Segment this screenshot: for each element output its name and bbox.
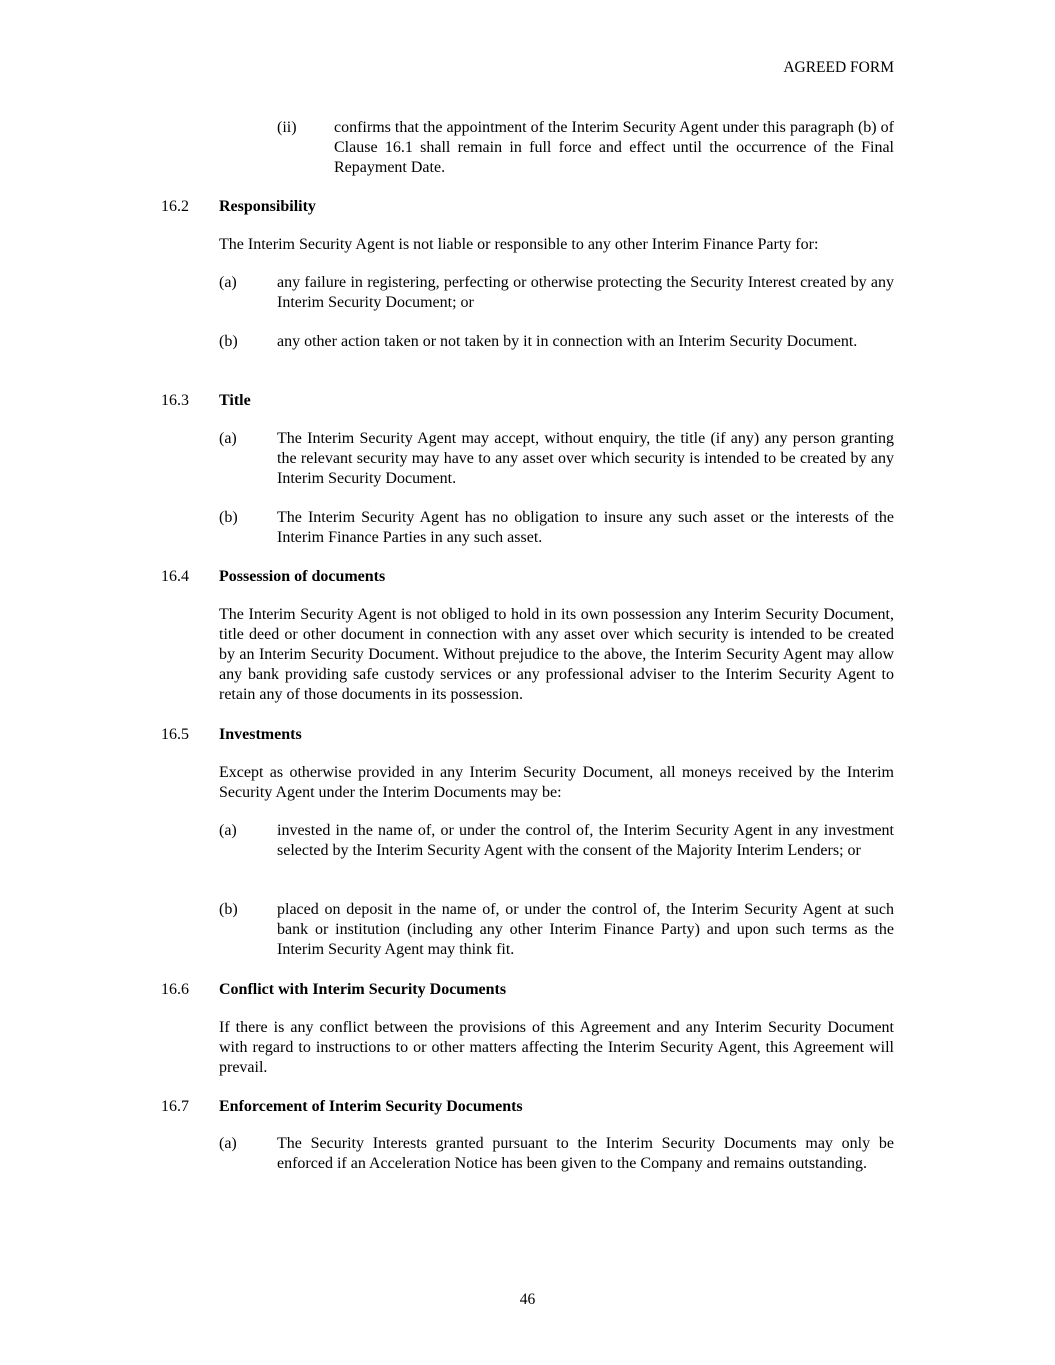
- list-item-text: placed on deposit in the name of, or under the control of, the Interim Security Agent at such bank or institution (including any other Interim Finance Party) and upon such terms as the Interim Security Agent may think fit.: [277, 901, 894, 958]
- list-item-text: The Security Interests granted pursuant to the Interim Security Documents may only be enforced if an Acceleration Notice has been given to the Company and remains outstanding.: [277, 1135, 894, 1172]
- section-number: 16.4: [161, 568, 189, 585]
- section-body: The Interim Security Agent is not obliged to hold in its own possession any Interim Security Document, title deed or other document in connection with any asset over which security is intended to be created by an Interim Security Document. Without prejudice to the above, the Interim Security Agent may allow any bank providing safe custody services or any professional adviser to the Interim Security Agent to retain any of those documents in its possession.: [219, 606, 894, 703]
- list-item-text: any failure in registering, perfecting or otherwise protecting the Security Interest created by any Interim Security Document; or: [277, 274, 894, 311]
- list-item-label: (a): [219, 1135, 237, 1152]
- list-item-text: The Interim Security Agent has no obligation to insure any such asset or the interests of the Interim Finance Parties in any such asset.: [277, 509, 894, 546]
- section-number: 16.7: [161, 1098, 189, 1115]
- section-title: Title: [219, 392, 251, 409]
- page-number: 46: [519, 1291, 536, 1308]
- section-title: Conflict with Interim Security Documents: [219, 981, 507, 998]
- section-title: Investments: [219, 726, 302, 743]
- section-body: Except as otherwise provided in any Interim Security Document, all moneys received by the Interim Security Agent under the Interim Documents may be:: [219, 764, 894, 801]
- section-number: 16.2: [161, 198, 189, 215]
- list-item-label: (b): [219, 509, 238, 526]
- list-item-label: (b): [219, 333, 238, 350]
- section-body: If there is any conflict between the provisions of this Agreement and any Interim Security Document with regard to instructions to or other matters affecting the Interim Security Agent, this Agreement will prevail.: [219, 1019, 894, 1076]
- list-item-text: any other action taken or not taken by it in connection with an Interim Security Document.: [277, 333, 858, 350]
- section-title: Possession of documents: [219, 568, 386, 585]
- list-item-text: invested in the name of, or under the control of, the Interim Security Agent in any investment selected by the Interim Security Agent with the consent of the Majority Interim Lenders; or: [277, 822, 894, 859]
- section-title: Responsibility: [219, 198, 316, 215]
- section-number: 16.3: [161, 392, 189, 409]
- list-item-label: (b): [219, 901, 238, 918]
- section-title: Enforcement of Interim Security Documents: [219, 1098, 523, 1115]
- list-item-label: (a): [219, 822, 237, 839]
- list-item-label: (a): [219, 274, 237, 291]
- section-number: 16.5: [161, 726, 189, 743]
- list-item-label: (a): [219, 430, 237, 447]
- section-number: 16.6: [161, 981, 189, 998]
- list-item-text: The Interim Security Agent may accept, without enquiry, the title (if any) any person granting the relevant security may have to any asset over which security is intended to be created by any Interim Security Document.: [277, 430, 894, 487]
- list-item-label: (ii): [277, 119, 297, 136]
- list-item-text: confirms that the appointment of the Interim Security Agent under this paragraph (b) of Clause 16.1 shall remain in full force and effect until the occurrence of the Final Repayment Date.: [334, 119, 894, 176]
- section-body: The Interim Security Agent is not liable or responsible to any other Interim Finance Party for:: [219, 236, 819, 253]
- document-header-label: AGREED FORM: [783, 59, 894, 76]
